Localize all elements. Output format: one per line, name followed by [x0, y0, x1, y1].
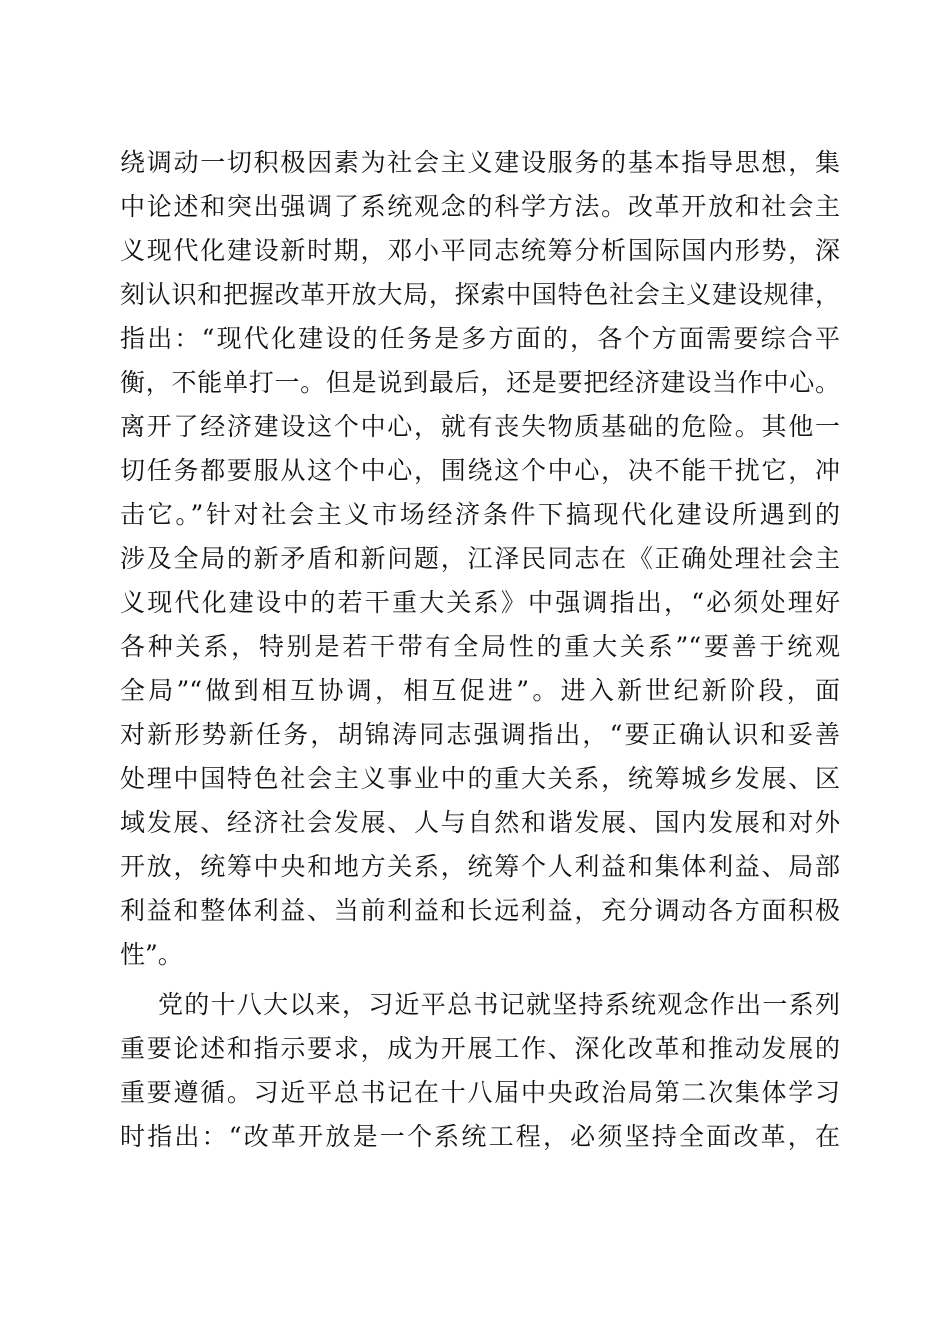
text-line: 指出：“现代化建设的任务是多方面的，各个方面需要综合平: [120, 324, 840, 353]
text-line: 刻认识和把握改革开放大局，探索中国特色社会主义建设规律，: [120, 280, 840, 309]
text-line: 重要遵循。习近平总书记在十八届中央政治局第二次集体学习: [120, 1078, 840, 1107]
text-line: 切任务都要服从这个中心，围绕这个中心，决不能干扰它，冲: [120, 456, 840, 485]
text-line: 开放，统筹中央和地方关系，统筹个人利益和集体利益、局部: [120, 852, 840, 881]
text-line: 义现代化建设新时期，邓小平同志统筹分析国际国内形势，深: [120, 236, 840, 265]
text-line: 各种关系，特别是若干带有全局性的重大关系”“要善于统观: [120, 632, 840, 661]
text-line: 离开了经济建设这个中心，就有丧失物质基础的危险。其他一: [120, 412, 840, 441]
text-line: 击它。”针对社会主义市场经济条件下搞现代化建设所遇到的: [120, 500, 840, 529]
text-line: 利益和整体利益、当前利益和长远利益，充分调动各方面积极: [120, 896, 840, 925]
text-line: 全局”“做到相互协调，相互促进”。进入新世纪新阶段，面: [120, 676, 840, 705]
text-line: 域发展、经济社会发展、人与自然和谐发展、国内发展和对外: [120, 808, 840, 837]
text-line: 党的十八大以来，习近平总书记就坚持系统观念作出一系列: [158, 990, 840, 1019]
text-line: 时指出：“改革开放是一个系统工程，必须坚持全面改革，在: [120, 1122, 840, 1151]
text-line: 性”。: [120, 940, 183, 969]
text-line: 处理中国特色社会主义事业中的重大关系，统筹城乡发展、区: [120, 764, 840, 793]
text-line: 涉及全局的新矛盾和新问题，江泽民同志在《正确处理社会主: [120, 544, 840, 573]
text-line: 对新形势新任务，胡锦涛同志强调指出，“要正确认识和妥善: [120, 720, 840, 749]
text-line: 义现代化建设中的若干重大关系》中强调指出，“必须处理好: [120, 588, 840, 617]
text-line: 衡，不能单打一。但是说到最后，还是要把经济建设当作中心。: [120, 368, 840, 397]
text-line: 中论述和突出强调了系统观念的科学方法。改革开放和社会主: [120, 192, 840, 221]
text-line: 重要论述和指示要求，成为开展工作、深化改革和推动发展的: [120, 1034, 840, 1063]
text-line: 绕调动一切积极因素为社会主义建设服务的基本指导思想，集: [120, 148, 840, 177]
